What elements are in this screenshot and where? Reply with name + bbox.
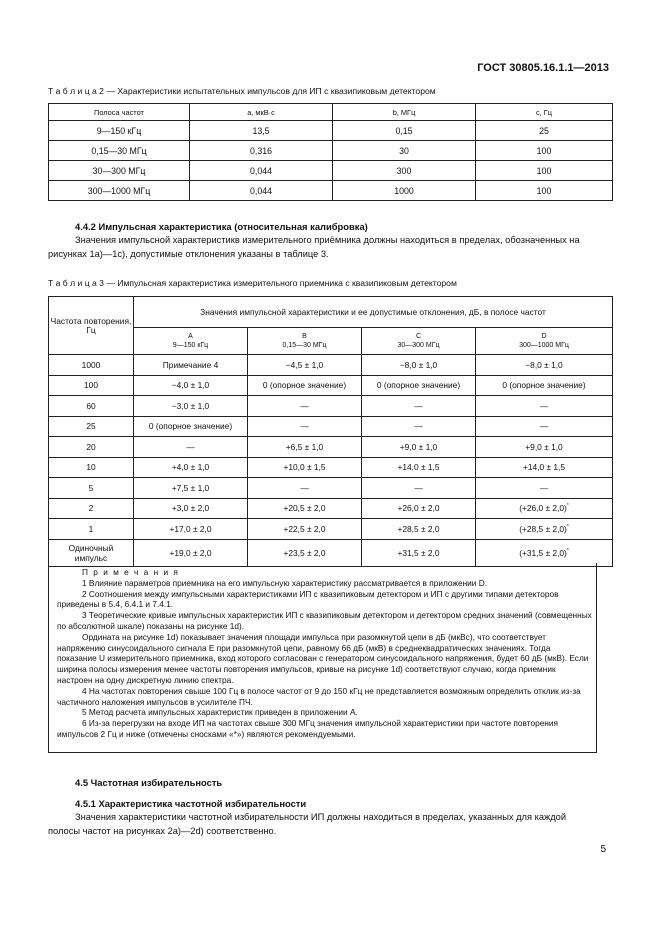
table3: [48, 296, 613, 567]
table-cell: 0,044: [190, 161, 333, 181]
table-cell: +20,5 ± 2,0: [248, 498, 362, 519]
document-header: ГОСТ 30805.16.1.1—2013: [477, 62, 609, 74]
footnote-marker: *: [566, 503, 569, 510]
table-cell: +4,0 ± 1,0: [134, 457, 248, 478]
table2-col-header: с, Гц: [476, 104, 613, 121]
table-cell: 300—1000 МГц: [49, 181, 190, 201]
table-cell: +28,5 ± 2,0: [362, 519, 476, 540]
note-item: 3 Теоретические кривые импульсных характеристик ИП с квазипиковым детектором и детектором средних значений (совмещенных по абсолютной шкале) показаны на рисунке 1d).: [57, 610, 592, 631]
table-cell: —: [362, 416, 476, 437]
table-cell: +26,0 ± 2,0: [362, 498, 476, 519]
table-row: [49, 437, 613, 458]
table-cell: −4,5 ± 1,0: [248, 355, 362, 376]
table2: [48, 103, 613, 201]
table-cell: Примечание 4: [134, 355, 248, 376]
table-cell: —: [362, 478, 476, 499]
table-cell: +7,5 ± 1,0: [134, 478, 248, 499]
table-cell: −8,0 ± 1,0: [476, 355, 613, 376]
table-cell: 25: [49, 416, 134, 437]
section-4-4-2-heading: 4.4.2 Импульсная характеристика (относительная калибровка): [75, 221, 368, 232]
footnote-marker: *: [566, 547, 569, 554]
table2-header-row: [49, 104, 613, 121]
note-item: Ордината на рисунке 1d) показывает значения площади импульса при разомкнутой цепи в дБ (мкВс), что соответствует напряжению синусоидального сигнала E при разомкнутой цепи, равному 66 дБ (мкВ) в среднеквадратических значениях. Тогда показание U измерительного приемника, вход которого согласован с генератором синусоидального напряжения, будет 60 дБ (мкВ). Если ширина полосы измерения менее частоты повторения импульсов, кривые на рисунке 1d) соответствуют случаю, когда приемник настроен на одну дискретную линию спектра.: [57, 631, 589, 685]
band-header-d: D 300—1000 МГц: [476, 328, 613, 355]
table-cell: −4,0 ± 1,0: [134, 375, 248, 396]
section-4-5-1-text: Значения характеристики частотной избирательности ИП должны находиться в пределах, указанных для каждой полосы частот на рисунках 2а)—2d) соответственно.: [48, 812, 567, 836]
table-cell: —: [248, 416, 362, 437]
table-row: [49, 396, 613, 417]
footnote-marker: *: [566, 523, 569, 530]
table-cell: +3,0 ± 2,0: [134, 498, 248, 519]
table3-group-header: Значения импульсной характеристики и ее допустимые отклонения, дБ, в полосе частот: [134, 297, 613, 328]
table-row: [49, 519, 613, 540]
table-row: [49, 355, 613, 376]
table-cell: 5: [49, 478, 134, 499]
band-header-c: C 30—300 МГц: [362, 328, 476, 355]
table-cell: 2: [49, 498, 134, 519]
table-cell: +17,0 ± 2,0: [134, 519, 248, 540]
table-cell: 13,5: [190, 121, 333, 141]
table-cell: +14,0 ± 1,5: [476, 457, 613, 478]
band-header-b: B 0,15—30 МГц: [248, 328, 362, 355]
table-cell: 100: [476, 161, 613, 181]
table-cell: +19,0 ± 2,0: [134, 539, 248, 566]
table-row: [49, 141, 613, 161]
note-item: 1 Влияние параметров приемника на его импульсную характеристику рассматривается в приложении D.: [82, 577, 488, 588]
table-cell: 0,15—30 МГц: [49, 141, 190, 161]
table-row: [49, 416, 613, 437]
table-cell: −8,0 ± 1,0: [362, 355, 476, 376]
table-cell: 0,15: [333, 121, 476, 141]
table-cell: 0 (опорное значение): [476, 375, 613, 396]
table-cell: 0 (опорное значение): [362, 375, 476, 396]
band-header-a: A 9—150 кГц: [134, 328, 248, 355]
table-cell: +23,5 ± 2,0: [248, 539, 362, 566]
table-cell: —: [476, 478, 613, 499]
note-item: 5 Метод расчета импульсных характеристик приведен в приложении A.: [82, 707, 358, 718]
table3-caption: Т а б л и ц а 3 — Импульсная характеристика измерительного приемника с квазипиковым детектором: [48, 278, 457, 288]
table-cell: 30: [333, 141, 476, 161]
table-cell: 100: [476, 141, 613, 161]
section-4-5-heading: 4.5 Частотная избирательность: [75, 777, 223, 788]
table-cell: 0,316: [190, 141, 333, 161]
table-cell: —: [134, 437, 248, 458]
table-cell: +6,5 ± 1,0: [248, 437, 362, 458]
note-item: 2 Соотношения между импульсными характеристиками ИП с квазипиковым детектором и ИП с другими типами детекторов приведены в 5.4, 6.4.1 и 7.4.1.: [57, 588, 559, 610]
table-cell: −3,0 ± 1,0: [134, 396, 248, 417]
table-row: [49, 478, 613, 499]
table-cell: (+31,5 ± 2,0)*: [476, 539, 613, 566]
table-row: [49, 181, 613, 201]
table2-col-header: b, МГц: [333, 104, 476, 121]
table-cell: Одиночный импульс: [49, 539, 134, 566]
section-4-5-1-heading: 4.5.1 Характеристика частотной избирательности: [75, 798, 307, 809]
table-cell: 100: [476, 181, 613, 201]
table-row: [49, 539, 613, 566]
table-cell: 10: [49, 457, 134, 478]
table-cell: +10,0 ± 1,5: [248, 457, 362, 478]
table-row: [49, 121, 613, 141]
table-cell: +9,0 ± 1,0: [476, 437, 613, 458]
table-cell: 0 (опорное значение): [248, 375, 362, 396]
table-cell: —: [248, 396, 362, 417]
table-row: [49, 375, 613, 396]
table-cell: 300: [333, 161, 476, 181]
table3-header-row: [49, 297, 613, 328]
note-item: 4 На частотах повторения свыше 100 Гц в полосе частот от 9 до 150 кГц не представляется возможным определить отклик из-за частичного наложения импульсов в усилителе ПЧ.: [57, 685, 581, 707]
table-cell: (+28,5 ± 2,0)*: [476, 519, 613, 540]
table2-caption: Т а б л и ц а 2 — Характеристики испытательных импульсов для ИП с квазипиковым детектором: [48, 86, 436, 96]
table-row: [49, 498, 613, 519]
table-cell: 9—150 кГц: [49, 121, 190, 141]
table-cell: +22,5 ± 2,0: [248, 519, 362, 540]
table-cell: 1: [49, 519, 134, 540]
section-4-4-2-text: Значения импульсной характеристикв измерительного приёмника должны находиться в пределах, обозначенных на рисунках 1а)—1с), допустимые отклонения указаны в таблице 3.: [48, 235, 580, 259]
table-cell: 1000: [333, 181, 476, 201]
table-cell: 0,044: [190, 181, 333, 201]
table2-col-header: Полоса частот: [49, 104, 190, 121]
note-item: 6 Из-за перегрузки на входе ИП на частотах свыше 300 МГц значения импульсной характеристики при частоте повторения импульсов 2 Гц и ниже (отмечены сносками «*») являются рекомендуемыми.: [57, 718, 559, 739]
table-cell: +14,0 ± 1,5: [362, 457, 476, 478]
table3-col0-header: Частота повторения, Гц: [49, 297, 134, 355]
table3-notes: [48, 563, 597, 753]
notes-title: П р и м е ч а н и я: [82, 567, 180, 577]
table-cell: +9,0 ± 1,0: [362, 437, 476, 458]
table-cell: —: [476, 416, 613, 437]
table-cell: 20: [49, 437, 134, 458]
table-row: [49, 457, 613, 478]
table-cell: 100: [49, 375, 134, 396]
table-cell: 60: [49, 396, 134, 417]
table-cell: 0 (опорное значение): [134, 416, 248, 437]
table-cell: —: [362, 396, 476, 417]
table-cell: —: [248, 478, 362, 499]
table-cell: 1000: [49, 355, 134, 376]
table-cell: 25: [476, 121, 613, 141]
table-cell: +31,5 ± 2,0: [362, 539, 476, 566]
table-cell: (+26,0 ± 2,0)*: [476, 498, 613, 519]
table-cell: 30—300 МГц: [49, 161, 190, 181]
page-number: 5: [600, 844, 606, 855]
table2-col-header: а, мкВ·с: [190, 104, 333, 121]
table3-band-row: [49, 328, 613, 355]
table-cell: —: [476, 396, 613, 417]
table-row: [49, 161, 613, 181]
